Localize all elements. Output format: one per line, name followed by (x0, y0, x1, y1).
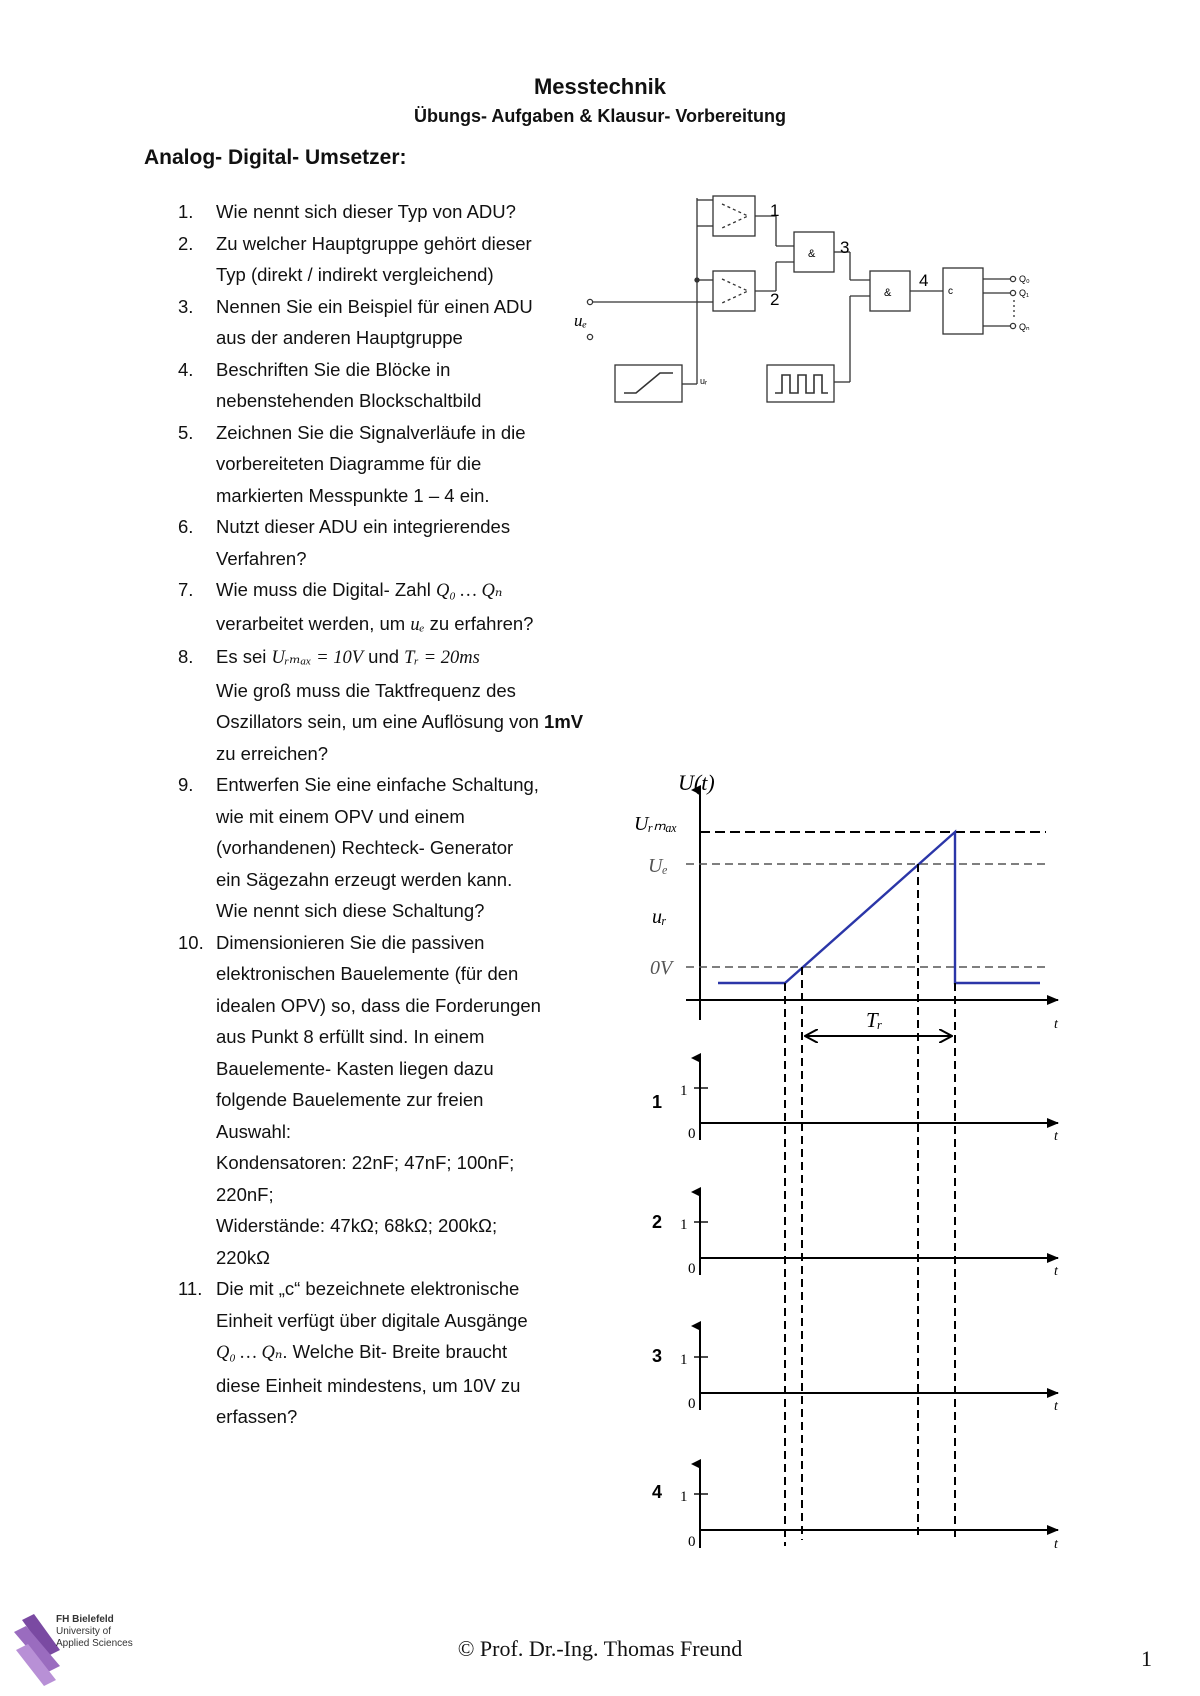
question-line: Die mit „c“ bezeichnete elektronische (216, 1278, 520, 1299)
question-line: Wie nennt sich dieser Typ von ADU? (216, 201, 516, 222)
channel-2-axes (694, 1192, 1058, 1275)
question-number: 7. (178, 579, 194, 600)
question-line: 220nF; (216, 1183, 274, 1205)
channel-2-t: t (1054, 1264, 1058, 1279)
counter-label: c (948, 286, 953, 297)
output-q1: Q₁ (1019, 288, 1030, 298)
question-line: Dimensionieren Sie die passiven (216, 931, 485, 953)
channel-1-t: t (1054, 1129, 1058, 1144)
block-diagram (587, 196, 1015, 402)
question-line: Nennen Sie ein Beispiel für einen ADU (216, 295, 533, 317)
ramp-generator (615, 358, 697, 402)
logo-line-3: Applied Sciences (56, 1638, 133, 1649)
t-label: t (1054, 1017, 1058, 1032)
question-line: erfassen? (216, 1406, 298, 1427)
comparator-2 (697, 271, 755, 311)
channel-3-t: t (1054, 1399, 1058, 1414)
period-label: Tᵣ (866, 1008, 883, 1032)
timing-diagram (686, 790, 1058, 1548)
question-number: 4. (178, 358, 194, 380)
level-ur: uᵣ (652, 906, 667, 928)
measure-point-4: 4 (919, 271, 929, 290)
section-title: Analog- Digital- Umsetzer: (144, 146, 407, 169)
channel-3-label: 3 (652, 1346, 663, 1366)
question-number: 3. (178, 295, 194, 317)
question-line: Kondensatoren: 22nF; 47nF; 100nF; (216, 1152, 515, 1173)
question-line: Typ (direkt / indirekt vergleichend) (216, 264, 494, 285)
level-urmax: Uᵣₘₐₓ (634, 813, 678, 835)
formula-digits: Q₀ … Qₙ (436, 581, 503, 601)
question-line: aus Punkt 8 erfüllt sind. In einem (216, 1026, 485, 1047)
question-line: nebenstehenden Blockschaltbild (216, 390, 482, 411)
and-gate-2-label: & (884, 287, 892, 299)
output-qn: Qₙ (1019, 322, 1030, 332)
question-text: . Welche Bit- Breite braucht (282, 1341, 508, 1362)
and-gate-1-label: & (808, 248, 816, 260)
question-line: Zu welcher Hauptgruppe gehört dieser (216, 232, 532, 254)
page-subtitle: Übungs- Aufgaben & Klausur- Vorbereitung (414, 106, 786, 126)
channel-4-high: 1 (680, 1489, 688, 1505)
question-line: diese Einheit mindestens, um 10V zu (216, 1374, 521, 1396)
channel-2-label: 2 (652, 1212, 663, 1232)
question-number: 6. (178, 516, 194, 537)
formula-eq1: = 10V (311, 648, 364, 668)
comparator-1 (697, 196, 755, 236)
channel-3-axes (694, 1326, 1058, 1410)
question-line: wie mit einem OPV und einem (216, 805, 465, 827)
question-line: zu erreichen? (216, 742, 329, 764)
logo-line-2: University of (56, 1626, 112, 1637)
sawtooth-signal (718, 832, 1040, 983)
question-line: Nutzt dieser ADU ein integrierendes (216, 516, 511, 537)
channel-1-high: 1 (680, 1083, 688, 1099)
question-line: Bauelemente- Kasten liegen dazu (216, 1057, 494, 1079)
timing-diagram-labels (634, 770, 1059, 1552)
question-number: 9. (178, 774, 194, 795)
formula-outputs: Q₀ … Qₙ (216, 1343, 283, 1363)
question-line: Widerstände: 47kΩ; 68kΩ; 200kΩ; (216, 1215, 498, 1236)
channel-4-axes (694, 1464, 1058, 1548)
channel-2-high: 1 (680, 1217, 688, 1233)
input-label: uₑ (574, 311, 587, 330)
question-line: folgende Bauelemente zur freien (216, 1089, 484, 1110)
question-line: Auswahl: (216, 1120, 292, 1142)
oscillator (767, 365, 850, 402)
footer-copyright: © Prof. Dr.-Ing. Thomas Freund (457, 1636, 743, 1661)
measure-point-2: 2 (770, 290, 780, 309)
question-number: 11. (178, 1278, 203, 1299)
question-line: (vorhandenen) Rechteck- Generator (216, 837, 514, 858)
question-line: Entwerfen Sie eine einfache Schaltung, (216, 774, 539, 795)
formula-urmax: Uᵣₘₐₓ (271, 648, 312, 668)
question-line: idealen OPV) so, dass die Forderungen (216, 994, 541, 1016)
channel-4-label: 4 (652, 1482, 663, 1502)
channel-2-low: 0 (688, 1261, 696, 1277)
level-ue: Uₑ (648, 855, 668, 877)
channel-1-axes (694, 1058, 1058, 1140)
measure-point-1: 1 (770, 201, 780, 220)
channel-3-high: 1 (680, 1352, 688, 1368)
question-line: ein Sägezahn erzeugt werden kann. (216, 868, 513, 890)
counter-block (943, 268, 983, 334)
question-text: verarbeitet werden, um (216, 612, 411, 634)
question-line: Wie nennt sich diese Schaltung? (216, 900, 485, 921)
question-line: aus der anderen Hauptgruppe (216, 327, 463, 348)
question-text: Oszillators sein, um eine Auflösung von (216, 711, 545, 732)
question-line: elektronischen Bauelemente (für den (216, 963, 519, 984)
level-zero: 0V (650, 957, 673, 979)
question-number: 2. (178, 232, 194, 254)
formula-tr: Tᵣ (404, 648, 420, 668)
logo-line-1: FH Bielefeld (56, 1614, 114, 1625)
question-text: Wie muss die Digital- Zahl (216, 579, 437, 600)
question-line: Beschriften Sie die Blöcke in (216, 358, 451, 380)
question-number: 1. (178, 201, 194, 222)
question-number: 10. (178, 931, 204, 953)
formula-eq2: = 20ms (419, 648, 480, 668)
page-number: 1 (1141, 1646, 1152, 1671)
question-line: markierten Messpunkte 1 – 4 ein. (216, 484, 490, 506)
question-line: 220kΩ (216, 1246, 270, 1268)
question-text: Es sei (216, 646, 272, 667)
question-text: zu erfahren? (424, 612, 534, 634)
question-number: 5. (178, 421, 194, 443)
measure-point-3: 3 (840, 238, 850, 257)
formula-resolution: 1mV (544, 711, 584, 732)
question-line: Wie groß muss die Taktfrequenz des (216, 679, 516, 701)
output-q0: Q₀ (1019, 274, 1030, 284)
question-number: 8. (178, 646, 194, 667)
channel-1-label: 1 (652, 1092, 663, 1112)
y-axis-label: U(t) (678, 770, 715, 795)
question-line: Zeichnen Sie die Signalverläufe in die (216, 421, 526, 443)
channel-4-low: 0 (688, 1534, 696, 1550)
channel-3-low: 0 (688, 1396, 696, 1412)
ramp-label: uᵣ (700, 376, 708, 386)
page-title: Messtechnik (533, 74, 667, 99)
question-line: Verfahren? (216, 547, 307, 569)
question-line: vorbereiteten Diagramme für die (216, 453, 482, 474)
formula-ue: uₑ (410, 614, 425, 635)
channel-1-low: 0 (688, 1126, 696, 1142)
channel-4-t: t (1054, 1537, 1058, 1552)
formula-und: und (363, 646, 405, 667)
question-line: Einheit verfügt über digitale Ausgänge (216, 1309, 528, 1331)
